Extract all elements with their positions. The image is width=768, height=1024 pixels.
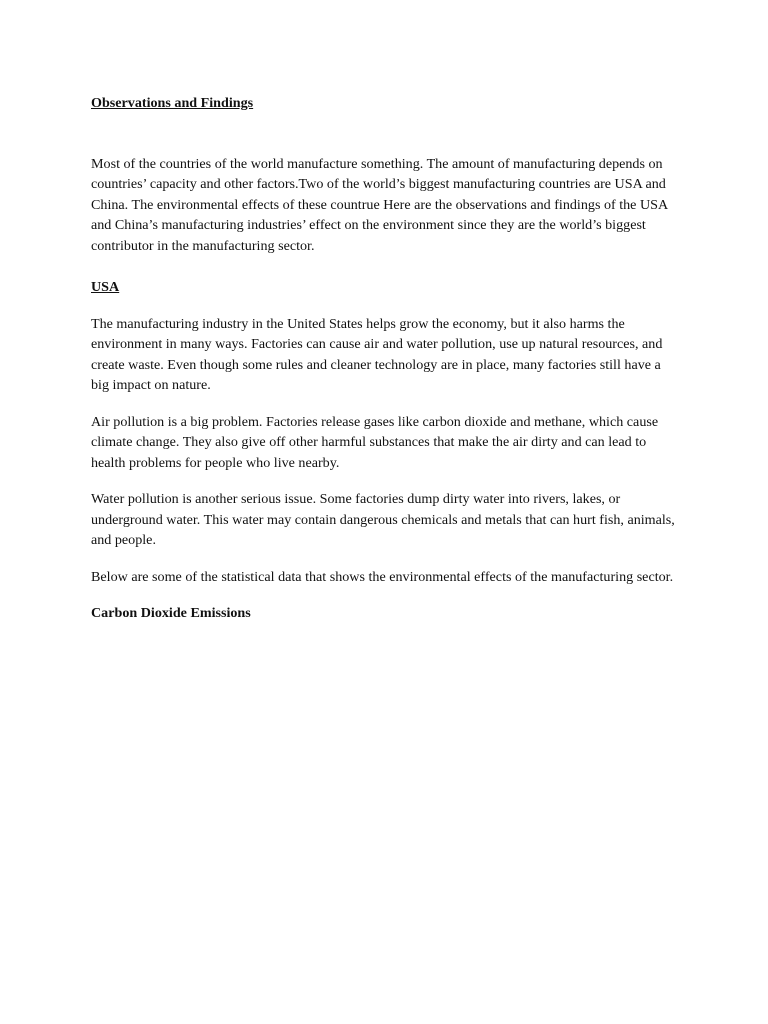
intro-paragraph: Most of the countries of the world manufacture something. The amount of manufacturing depends on countries’ capacity and other factors.Two of the world’s biggest manufacturing countries are USA and China. The environmental effects of these countrue Here are the observations and findings of the USA and China’s manufacturing industries’ effect on the environment since they are the world’s biggest contributor in the manufacturing sector. (91, 155, 668, 254)
document-page (91, 93, 681, 624)
usa-paragraph-impact: The manufacturing industry in the United States helps grow the economy, but it also harms the environment in many ways. Factories can cause air and water pollution, use up natural resources, and create waste. Even though some rules and cleaner technology are in place, many factories still have a big impact on nature. (91, 315, 663, 393)
document-title: Observations and Findings (91, 95, 254, 111)
usa-section-heading: USA (91, 279, 120, 295)
co2-emissions-heading: Carbon Dioxide Emissions (91, 605, 251, 621)
usa-paragraph-water-pollution: Water pollution is another serious issue. Some factories dump dirty water into rivers, lakes, or underground water. This water may contain dangerous chemicals and metals that can hurt fish, animals, and people. (91, 491, 675, 548)
usa-paragraph-statistics-intro: Below are some of the statistical data that shows the environmental effects of the manufacturing sector. (91, 568, 674, 585)
usa-paragraph-air-pollution: Air pollution is a big problem. Factories release gases like carbon dioxide and methane, which cause climate change. They also give off other harmful substances that make the air dirty and can lead to health problems for people who live nearby. (91, 413, 659, 471)
